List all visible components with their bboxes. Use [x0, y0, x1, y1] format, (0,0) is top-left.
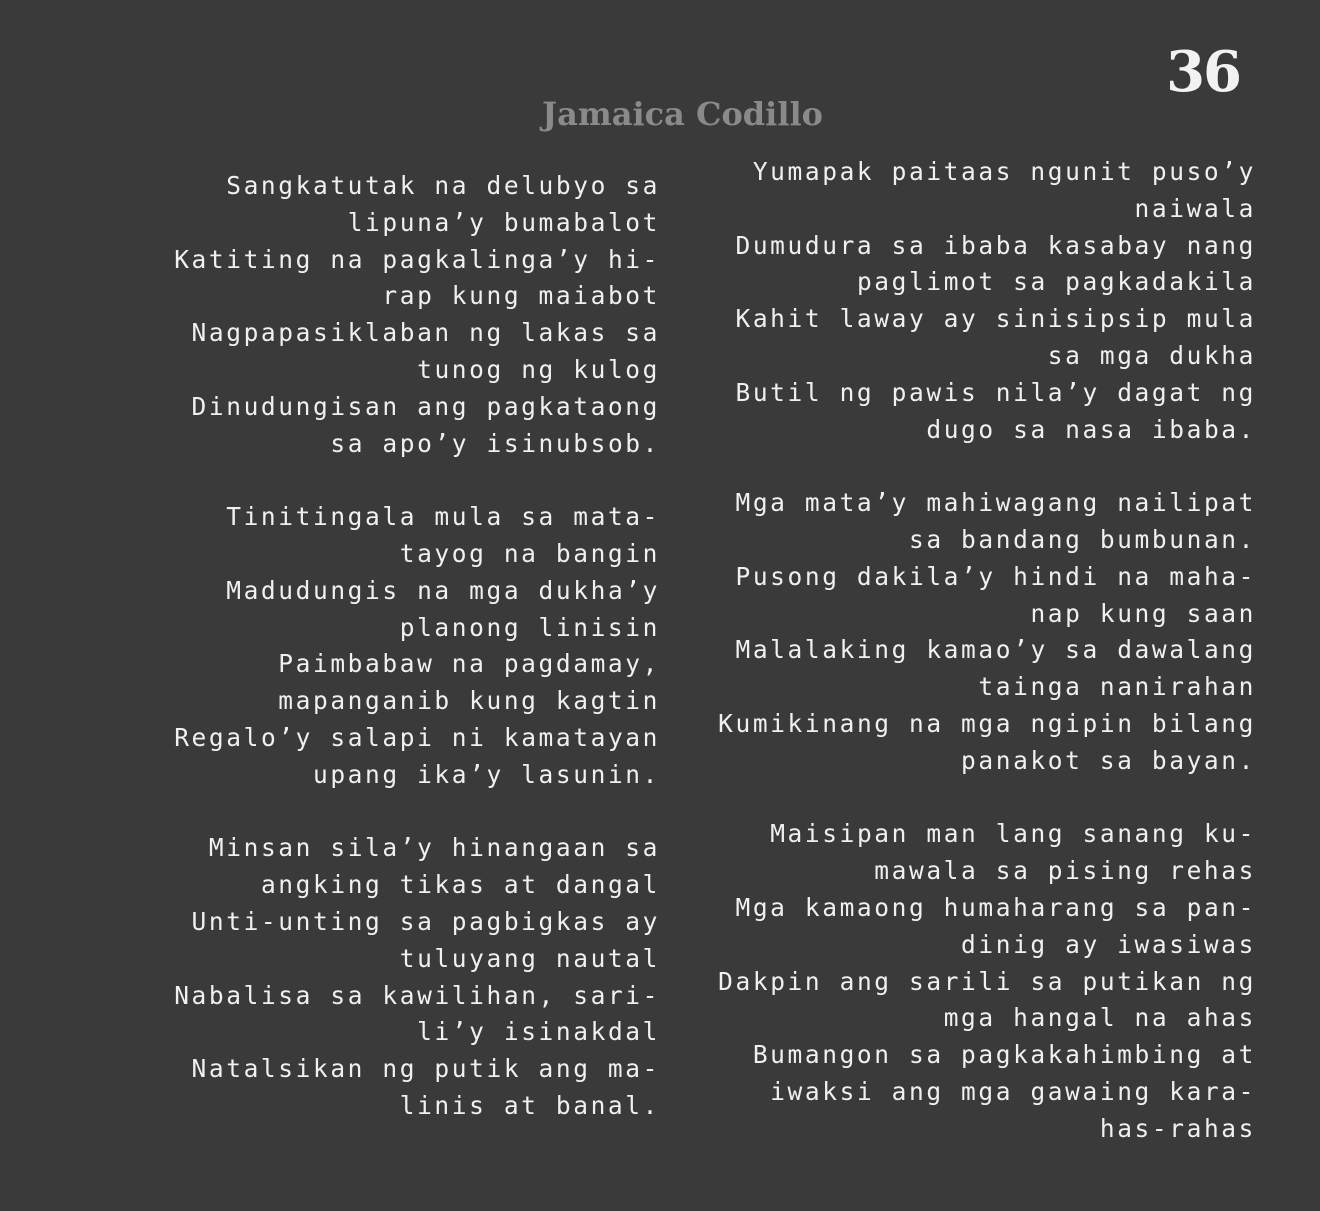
poem-line: iwaksi ang mga gawaing kara-	[770, 1076, 1256, 1106]
poem-line: mapanganib kung kagtin	[278, 686, 660, 716]
poem-line: tayog na bangin	[399, 538, 660, 568]
poem-line: mga hangal na ahas	[943, 1003, 1256, 1033]
poem-line: tuluyang nautal	[399, 943, 660, 973]
poem-line: Tinitingala mula sa mata-	[226, 502, 660, 532]
poem-line: Malalaking kamao’y sa dawalang	[735, 635, 1256, 665]
stanza-break	[718, 780, 1256, 817]
poem-line: Kahit laway ay sinisipsip mula	[735, 304, 1256, 334]
poem-line: Dinudungisan ang pagkataong	[191, 391, 660, 421]
stanza-break	[718, 448, 1256, 485]
poem-line: Mga kamaong humaharang sa pan-	[735, 892, 1256, 922]
poem-line: Kumikinang na mga ngipin bilang	[718, 708, 1256, 738]
poem-line: sa apo’y isinubsob.	[330, 428, 660, 458]
poem-line: nap kung saan	[1030, 598, 1256, 628]
poem-line: panakot sa bayan.	[961, 745, 1256, 775]
poem-line: rap kung maiabot	[382, 281, 660, 311]
stanza-break	[174, 462, 660, 499]
poem-line: Regalo’y salapi ni kamatayan	[174, 722, 660, 752]
poem-line: Natalsikan ng putik ang ma-	[191, 1054, 660, 1084]
poem-line: lipuna’y bumabalot	[347, 207, 660, 237]
poem-line: Nabalisa sa kawilihan, sari-	[174, 980, 660, 1010]
poem-line: dugo sa nasa ibaba.	[926, 414, 1256, 444]
poem-line: has-rahas	[1099, 1113, 1256, 1143]
poem-line: Pusong dakila’y hindi na maha-	[735, 561, 1256, 591]
poem-line: Bumangon sa pagkakahimbing at	[752, 1040, 1256, 1070]
poem-line: Madudungis na mga dukha’y	[226, 575, 660, 605]
stanza-break	[174, 794, 660, 831]
poem-line: naiwala	[1134, 193, 1256, 223]
poem-line: Maisipan man lang sanang ku-	[770, 819, 1256, 849]
poem-line: angking tikas at dangal	[260, 870, 660, 900]
poem-line: planong linisin	[399, 612, 660, 642]
poem-line: Dakpin ang sarili sa putikan ng	[718, 966, 1256, 996]
poem-line: Paimbabaw na pagdamay,	[278, 649, 660, 679]
poem-line: li’y isinakdal	[417, 1017, 660, 1047]
poem-line: paglimot sa pagkadakila	[856, 267, 1256, 297]
poem-line: Minsan sila’y hinangaan sa	[208, 833, 660, 863]
poem-column-right	[718, 154, 1256, 1148]
poem-line: Sangkatutak na delubyo sa	[226, 171, 660, 200]
poem-column-left	[174, 168, 660, 1125]
poem-line: tunog ng kulog	[417, 354, 660, 384]
poem-line: dinig ay iwasiwas	[961, 929, 1256, 959]
poem-line: sa mga dukha	[1047, 340, 1256, 370]
poem-line: Nagpapasiklaban ng lakas sa	[191, 318, 660, 348]
poem-line: sa bandang bumbunan.	[908, 524, 1256, 554]
author-name: Jamaica Codillo	[542, 95, 823, 133]
page-number: 36	[1166, 39, 1240, 105]
poem-line: Dumudura sa ibaba kasabay nang	[735, 230, 1256, 260]
poem-line: Katiting na pagkalinga’y hi-	[174, 244, 660, 274]
poem-line: Butil ng pawis nila’y dagat ng	[735, 377, 1256, 407]
poem-line: linis at banal.	[399, 1090, 660, 1120]
poem-line: upang ika’y lasunin.	[312, 759, 660, 789]
poem-line: mawala sa pising rehas	[874, 856, 1256, 886]
poem-line: tainga nanirahan	[978, 672, 1256, 702]
poem-line: Yumapak paitaas ngunit puso’y	[752, 157, 1256, 186]
poem-line: Mga mata’y mahiwagang nailipat	[735, 488, 1256, 518]
poem-line: Unti-unting sa pagbigkas ay	[191, 906, 660, 936]
